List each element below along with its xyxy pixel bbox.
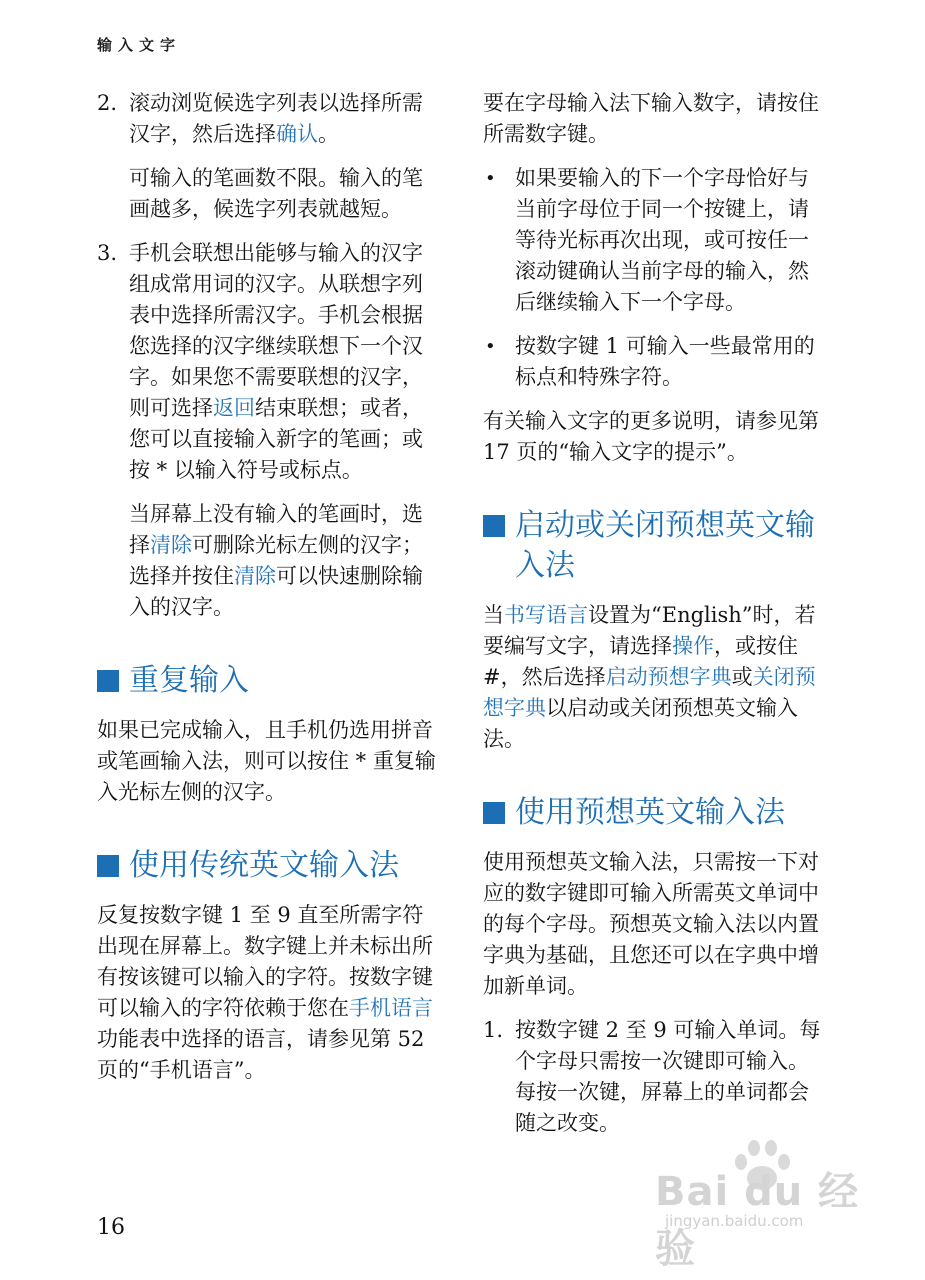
traditional-body <box>97 900 442 1086</box>
bullet-item <box>483 331 828 393</box>
step-number: 1. <box>483 1018 504 1042</box>
body-text: 反复按数字键 1 至 9 直至所需字符出现在屏幕上。数字键上并未标出所有按该键可以输入的字符。按数字键可以输入的字符依赖于您在 <box>97 903 433 1020</box>
note-text: 可删除光标左侧的汉字；选择并按住 <box>129 533 423 588</box>
watermark-url: jingyan.baidu.com <box>665 1212 804 1230</box>
link-phone-language[interactable]: 手机语言 <box>349 996 433 1020</box>
right-column <box>483 88 828 1152</box>
body-text: 当 <box>483 603 504 627</box>
body-text: 设置为“English”时，若要编写文字，请选择 <box>483 603 816 658</box>
heading-square-icon <box>483 515 505 537</box>
toggle-body <box>483 600 828 755</box>
bullet-item <box>483 163 828 318</box>
heading-text: 使用传统英文输入法 <box>129 848 399 883</box>
note-text: 当屏幕上没有输入的笔画时，选择 <box>129 502 423 557</box>
heading-square-icon <box>97 855 119 877</box>
section-heading-use-predictive <box>483 793 828 833</box>
section-heading-toggle-predictive <box>483 506 828 586</box>
link-enable-dictionary[interactable]: 启动预想字典 <box>605 665 732 689</box>
step-2 <box>97 88 442 150</box>
watermark-logo: Bai du 经验 <box>655 1169 860 1272</box>
link-clear[interactable]: 清除 <box>150 533 192 557</box>
step-text: 滚动浏览候选字列表以选择所需汉字，然后选择 <box>129 91 423 146</box>
repeat-body: 如果已完成输入，且手机仍选用拼音或笔画输入法，则可以按住 * 重复输入光标左侧的汉字。 <box>97 718 436 804</box>
link-clear-hold[interactable]: 清除 <box>234 564 276 588</box>
body-text: ，或按住 #，然后选择 <box>483 634 798 689</box>
heading-text: 使用预想英文输入法 <box>515 795 785 830</box>
baidu-watermark <box>655 1138 865 1272</box>
heading-square-icon <box>483 802 505 824</box>
bullet-icon: • <box>485 336 496 357</box>
step-2-note: 可输入的笔画数不限。输入的笔画越多，候选字列表就越短。 <box>129 166 423 221</box>
use-predictive-body: 使用预想英文输入法，只需按一下对应的数字键即可输入所需英文单词中的每个字母。预想英文输入法以内置字典为基础，且您还可以在字典中增加新单词。 <box>483 850 819 998</box>
left-column <box>97 88 442 1099</box>
step-3 <box>97 238 442 486</box>
bullet-text: 按数字键 1 可输入一些最常用的标点和特殊字符。 <box>515 334 815 389</box>
step-number: 2. <box>97 91 118 115</box>
running-header: 输入文字 <box>97 36 182 54</box>
heading-square-icon <box>97 670 119 692</box>
intro-text: 要在字母输入法下输入数字，请按住所需数字键。 <box>483 91 819 146</box>
bullet-text: 如果要输入的下一个字母恰好与当前字母位于同一个按键上，请等待光标再次出现，或可按任一滚动键确认当前字母的输入，然后继续输入下一个字母。 <box>515 166 809 314</box>
more-info-text: 有关输入文字的更多说明，请参见第 17 页的“输入文字的提示”。 <box>483 409 819 464</box>
note-text: 可以快速删除输入的汉字。 <box>129 564 423 619</box>
link-writing-language[interactable]: 书写语言 <box>504 603 588 627</box>
step-3-note <box>97 499 442 623</box>
step-text-end: 。 <box>318 122 339 146</box>
step-number: 3. <box>97 241 118 265</box>
link-confirm[interactable]: 确认 <box>276 122 318 146</box>
section-heading-traditional <box>97 846 442 886</box>
body-text: 或 <box>731 665 753 689</box>
step-text: 手机会联想出能够与输入的汉字组成常用词的汉字。从联想字列表中选择所需汉字。手机会根据您选择的汉字继续联想下一个汉字。如果您不需要联想的汉字，则可选择 <box>129 241 423 420</box>
link-options[interactable]: 操作 <box>672 634 714 658</box>
page-number: 16 <box>97 1215 125 1240</box>
body-text: 以启动或关闭预想英文输入法。 <box>483 696 798 751</box>
step-1 <box>483 1015 828 1139</box>
bullet-icon: • <box>485 168 496 189</box>
step-text-end: 结束联想；或者，您可以直接输入新字的笔画；或按 * 以输入符号或标点。 <box>129 396 423 482</box>
section-heading-repeat <box>97 661 442 701</box>
body-text: 功能表中选择的语言，请参见第 52 页的“手机语言”。 <box>97 1027 425 1082</box>
link-disable-dictionary[interactable]: 关闭预想字典 <box>483 665 816 720</box>
step-text: 按数字键 2 至 9 可输入单词。每个字母只需按一次键即可输入。每按一次键，屏幕上的单词都会随之改变。 <box>515 1018 821 1135</box>
heading-text: 启动或关闭预想英文输入法 <box>515 508 815 583</box>
link-back[interactable]: 返回 <box>213 396 255 420</box>
heading-text: 重复输入 <box>129 663 249 698</box>
